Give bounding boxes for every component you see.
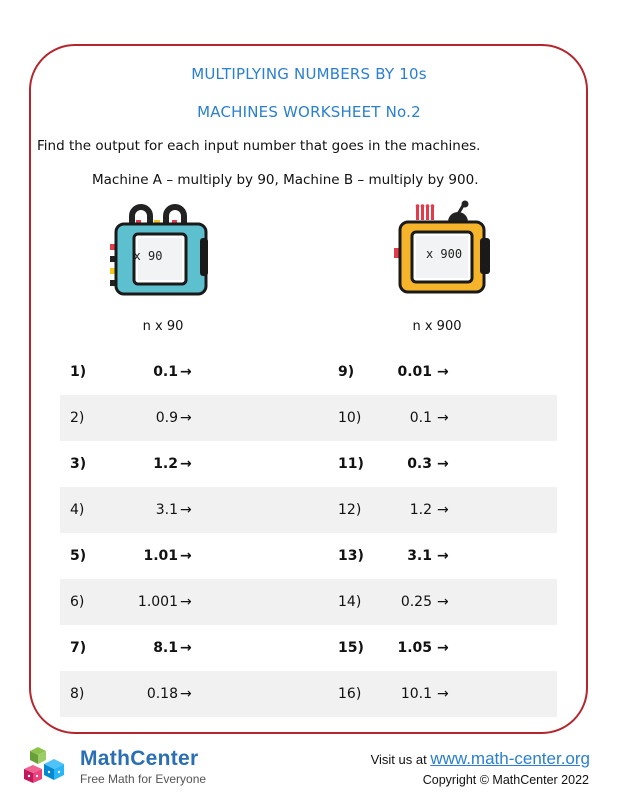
problem-row <box>60 441 557 487</box>
arrow-icon: → <box>180 686 192 702</box>
problem-value: 3.1 <box>407 548 432 564</box>
brand-name: MathCenter <box>80 747 199 770</box>
problem-value: 3.1 <box>155 502 178 518</box>
problem-number: 13) <box>338 548 364 564</box>
problem-number: 8) <box>70 686 85 702</box>
brand-tagline: Free Math for Everyone <box>80 772 207 786</box>
problem-number: 7) <box>70 640 87 656</box>
problem-number: 12) <box>338 502 362 518</box>
arrow-icon: → <box>437 364 449 380</box>
arrow-icon: → <box>437 548 449 564</box>
problem-value: 0.1 <box>409 410 432 426</box>
problem-number: 16) <box>338 686 362 702</box>
problem-number: 1) <box>70 364 87 380</box>
arrow-icon: → <box>180 364 192 380</box>
mathcenter-logo-icon <box>24 745 72 787</box>
worksheet-title: MULTIPLYING NUMBERS BY 10s <box>191 65 427 83</box>
arrow-icon: → <box>180 410 192 426</box>
arrow-icon: → <box>437 686 449 702</box>
problem-row <box>60 625 557 671</box>
instruction-line-1: Find the output for each input number that goes in the machines. <box>37 138 481 154</box>
machine-b-caption: n x 900 <box>412 319 462 334</box>
problem-value: 0.25 <box>400 594 432 610</box>
problem-number: 6) <box>70 594 85 610</box>
problem-number: 10) <box>338 410 362 426</box>
problem-row <box>60 487 557 533</box>
arrow-icon: → <box>180 502 192 518</box>
problem-number: 3) <box>70 456 87 472</box>
copyright: Copyright © MathCenter 2022 <box>422 773 589 787</box>
problem-value: 1.2 <box>409 502 432 518</box>
website-link[interactable]: www.math-center.org <box>430 749 590 768</box>
problem-row <box>60 395 557 441</box>
arrow-icon: → <box>180 548 192 564</box>
problem-number: 15) <box>338 640 364 656</box>
arrow-icon: → <box>180 640 192 656</box>
problem-row <box>60 579 557 625</box>
arrow-icon: → <box>437 594 449 610</box>
arrow-icon: → <box>180 594 192 610</box>
problem-value: 1.001 <box>137 594 178 610</box>
machine-a-caption: n x 90 <box>142 319 184 334</box>
worksheet-subtitle: MACHINES WORKSHEET No.2 <box>197 103 421 121</box>
problem-value: 8.1 <box>153 640 178 656</box>
problem-value: 0.01 <box>397 364 432 380</box>
problem-value: 0.9 <box>155 410 178 426</box>
problem-value: 1.01 <box>143 548 178 564</box>
problem-value: 0.18 <box>146 686 178 702</box>
arrow-icon: → <box>437 502 449 518</box>
problem-row <box>60 349 557 395</box>
machine-a-label: x 90 <box>133 249 163 263</box>
problem-row <box>60 671 557 717</box>
instruction-line-2: Machine A – multiply by 90, Machine B – multiply by 900. <box>92 172 479 188</box>
problem-value: 1.05 <box>397 640 432 656</box>
arrow-icon: → <box>437 456 449 472</box>
machine-b-label: x 900 <box>425 247 463 261</box>
problem-value: 0.1 <box>153 364 178 380</box>
arrow-icon: → <box>437 640 449 656</box>
problem-number: 9) <box>338 364 355 380</box>
arrow-icon: → <box>437 410 449 426</box>
problem-number: 2) <box>70 410 85 426</box>
problem-number: 11) <box>338 456 364 472</box>
problem-number: 4) <box>70 502 85 518</box>
arrow-icon: → <box>180 456 192 472</box>
problem-row <box>60 533 557 579</box>
visit-line <box>371 749 590 769</box>
problem-value: 1.2 <box>153 456 178 472</box>
problem-number: 5) <box>70 548 87 564</box>
problem-value: 0.3 <box>407 456 432 472</box>
problem-number: 14) <box>338 594 362 610</box>
problem-value: 10.1 <box>400 686 432 702</box>
visit-prefix: Visit us at <box>370 752 431 767</box>
